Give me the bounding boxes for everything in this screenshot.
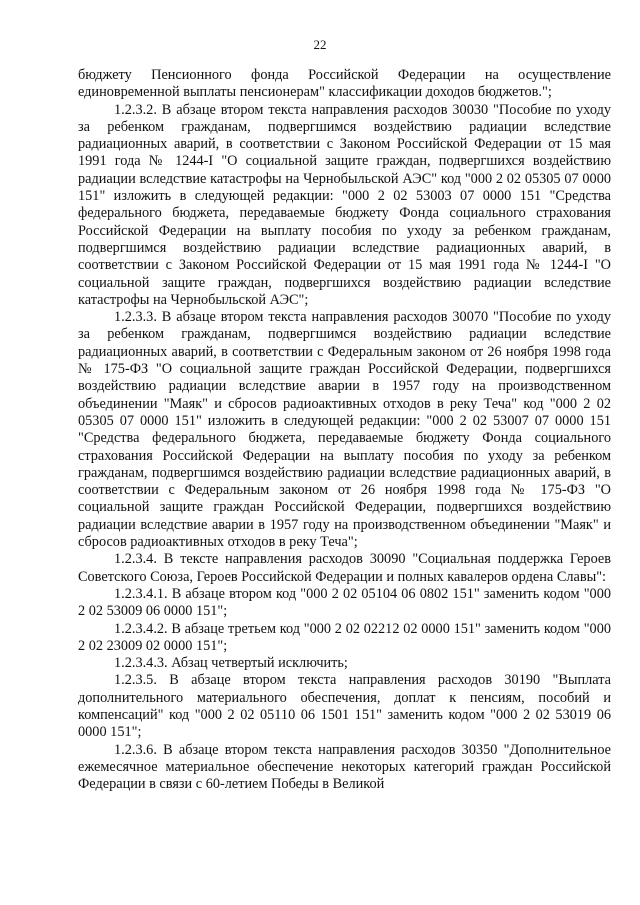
paragraph-1-2-3-5: 1.2.3.5. В абзаце втором текста направления расходов 30190 "Выплата дополнительного материального обеспечения, доплат к пенсиям, пособий и компенсаций" код "000 2 02 05110 06 1501 151" заменить кодом "000 2 02 53019 06 0000 151"; (78, 672, 611, 741)
paragraph-1-2-3-4-3: 1.2.3.4.3. Абзац четвертый исключить; (114, 655, 348, 672)
paragraph-1-2-3-2: 1.2.3.2. В абзаце втором текста направления расходов 30030 "Пособие по уходу за ребенком гражданам, подвергшимся воздействию радиации вследствие радиационных аварий, в соответствии с Законом Российской Федерации от 15 мая 1991 года № 1244-I "О социальной защите граждан, подвергшихся воздействию радиации вследствие катастрофы на Чернобыльской АЭС" код "000 2 02 05305 07 0000 151" изложить в следующей редакции: "000 2 02 53003 07 0000 151 "Средства федерального бюджета, передаваемые бюджету Фонда социального страхования Российской Федерации на выплату пособия по уходу за ребенком гражданам, подвергшимся воздействию радиации вследствие радиационных аварий, в соответствии с Законом Российской Федерации от 15 мая 1991 года № 1244-I "О социальной защите граждан, подвергшихся воздействию радиации вследствие катастрофы на Чернобыльской АЭС"; (78, 101, 611, 308)
paragraph-1-2-3-4-1: 1.2.3.4.1. В абзаце втором код "000 2 02 05104 06 0802 151" заменить кодом "000 2 02 53009 06 0000 151"; (78, 585, 611, 620)
paragraph-1-2-3-4-2: 1.2.3.4.2. В абзаце третьем код "000 2 02 02212 02 0000 151" заменить кодом "000 2 02 23009 02 0000 151"; (78, 620, 611, 654)
document-body (78, 67, 611, 793)
paragraph-1-2-3-6: 1.2.3.6. В абзаце втором текста направления расходов 30350 "Дополнительное ежемесячное материальное обеспечение некоторых категорий граждан Российской Федерации в связи с 60-летием Победы в Великой (78, 741, 611, 793)
paragraph-1-2-3-4: 1.2.3.4. В тексте направления расходов 30090 "Социальная поддержка Героев Советского Союза, Героев Российской Федерации и полных кавалеров ордена Славы": (78, 551, 611, 585)
paragraph-1-2-3-3: 1.2.3.3. В абзаце втором текста направления расходов 30070 "Пособие по уходу за ребенком гражданам, подвергшимся воздействию радиации вследствие радиационных аварий, в соответствии с Федеральным законом от 26 ноября 1998 года № 175-ФЗ "О социальной защите граждан Российской Федерации, подвергшихся воздействию радиации вследствие аварии в 1957 году на производственном объединении "Маяк" и сбросов радиоактивных отходов в реку Теча" код "000 2 02 05305 07 0000 151" изложить в следующей редакции: "000 2 02 53007 07 0000 151 "Средства федерального бюджета, передаваемые бюджету Фонда социального страхования Российской Федерации на выплату пособия по уходу за ребенком гражданам, подвергшимся воздействию радиации вследствие радиационных аварий, в соответствии с Федеральным законом от 26 ноября 1998 года № 175-ФЗ "О социальной защите граждан Российской Федерации, подвергшихся воздействию радиации вследствие аварии в 1957 году на производственном объединении "Маяк" и сбросов радиоактивных отходов в реку Теча"; (78, 309, 611, 551)
paragraph-continuation: бюджету Пенсионного фонда Российской Федерации на осуществление единовременной выплаты пенсионерам" классификации доходов бюджетов."; (78, 67, 611, 101)
page-number: 22 (313, 37, 327, 52)
